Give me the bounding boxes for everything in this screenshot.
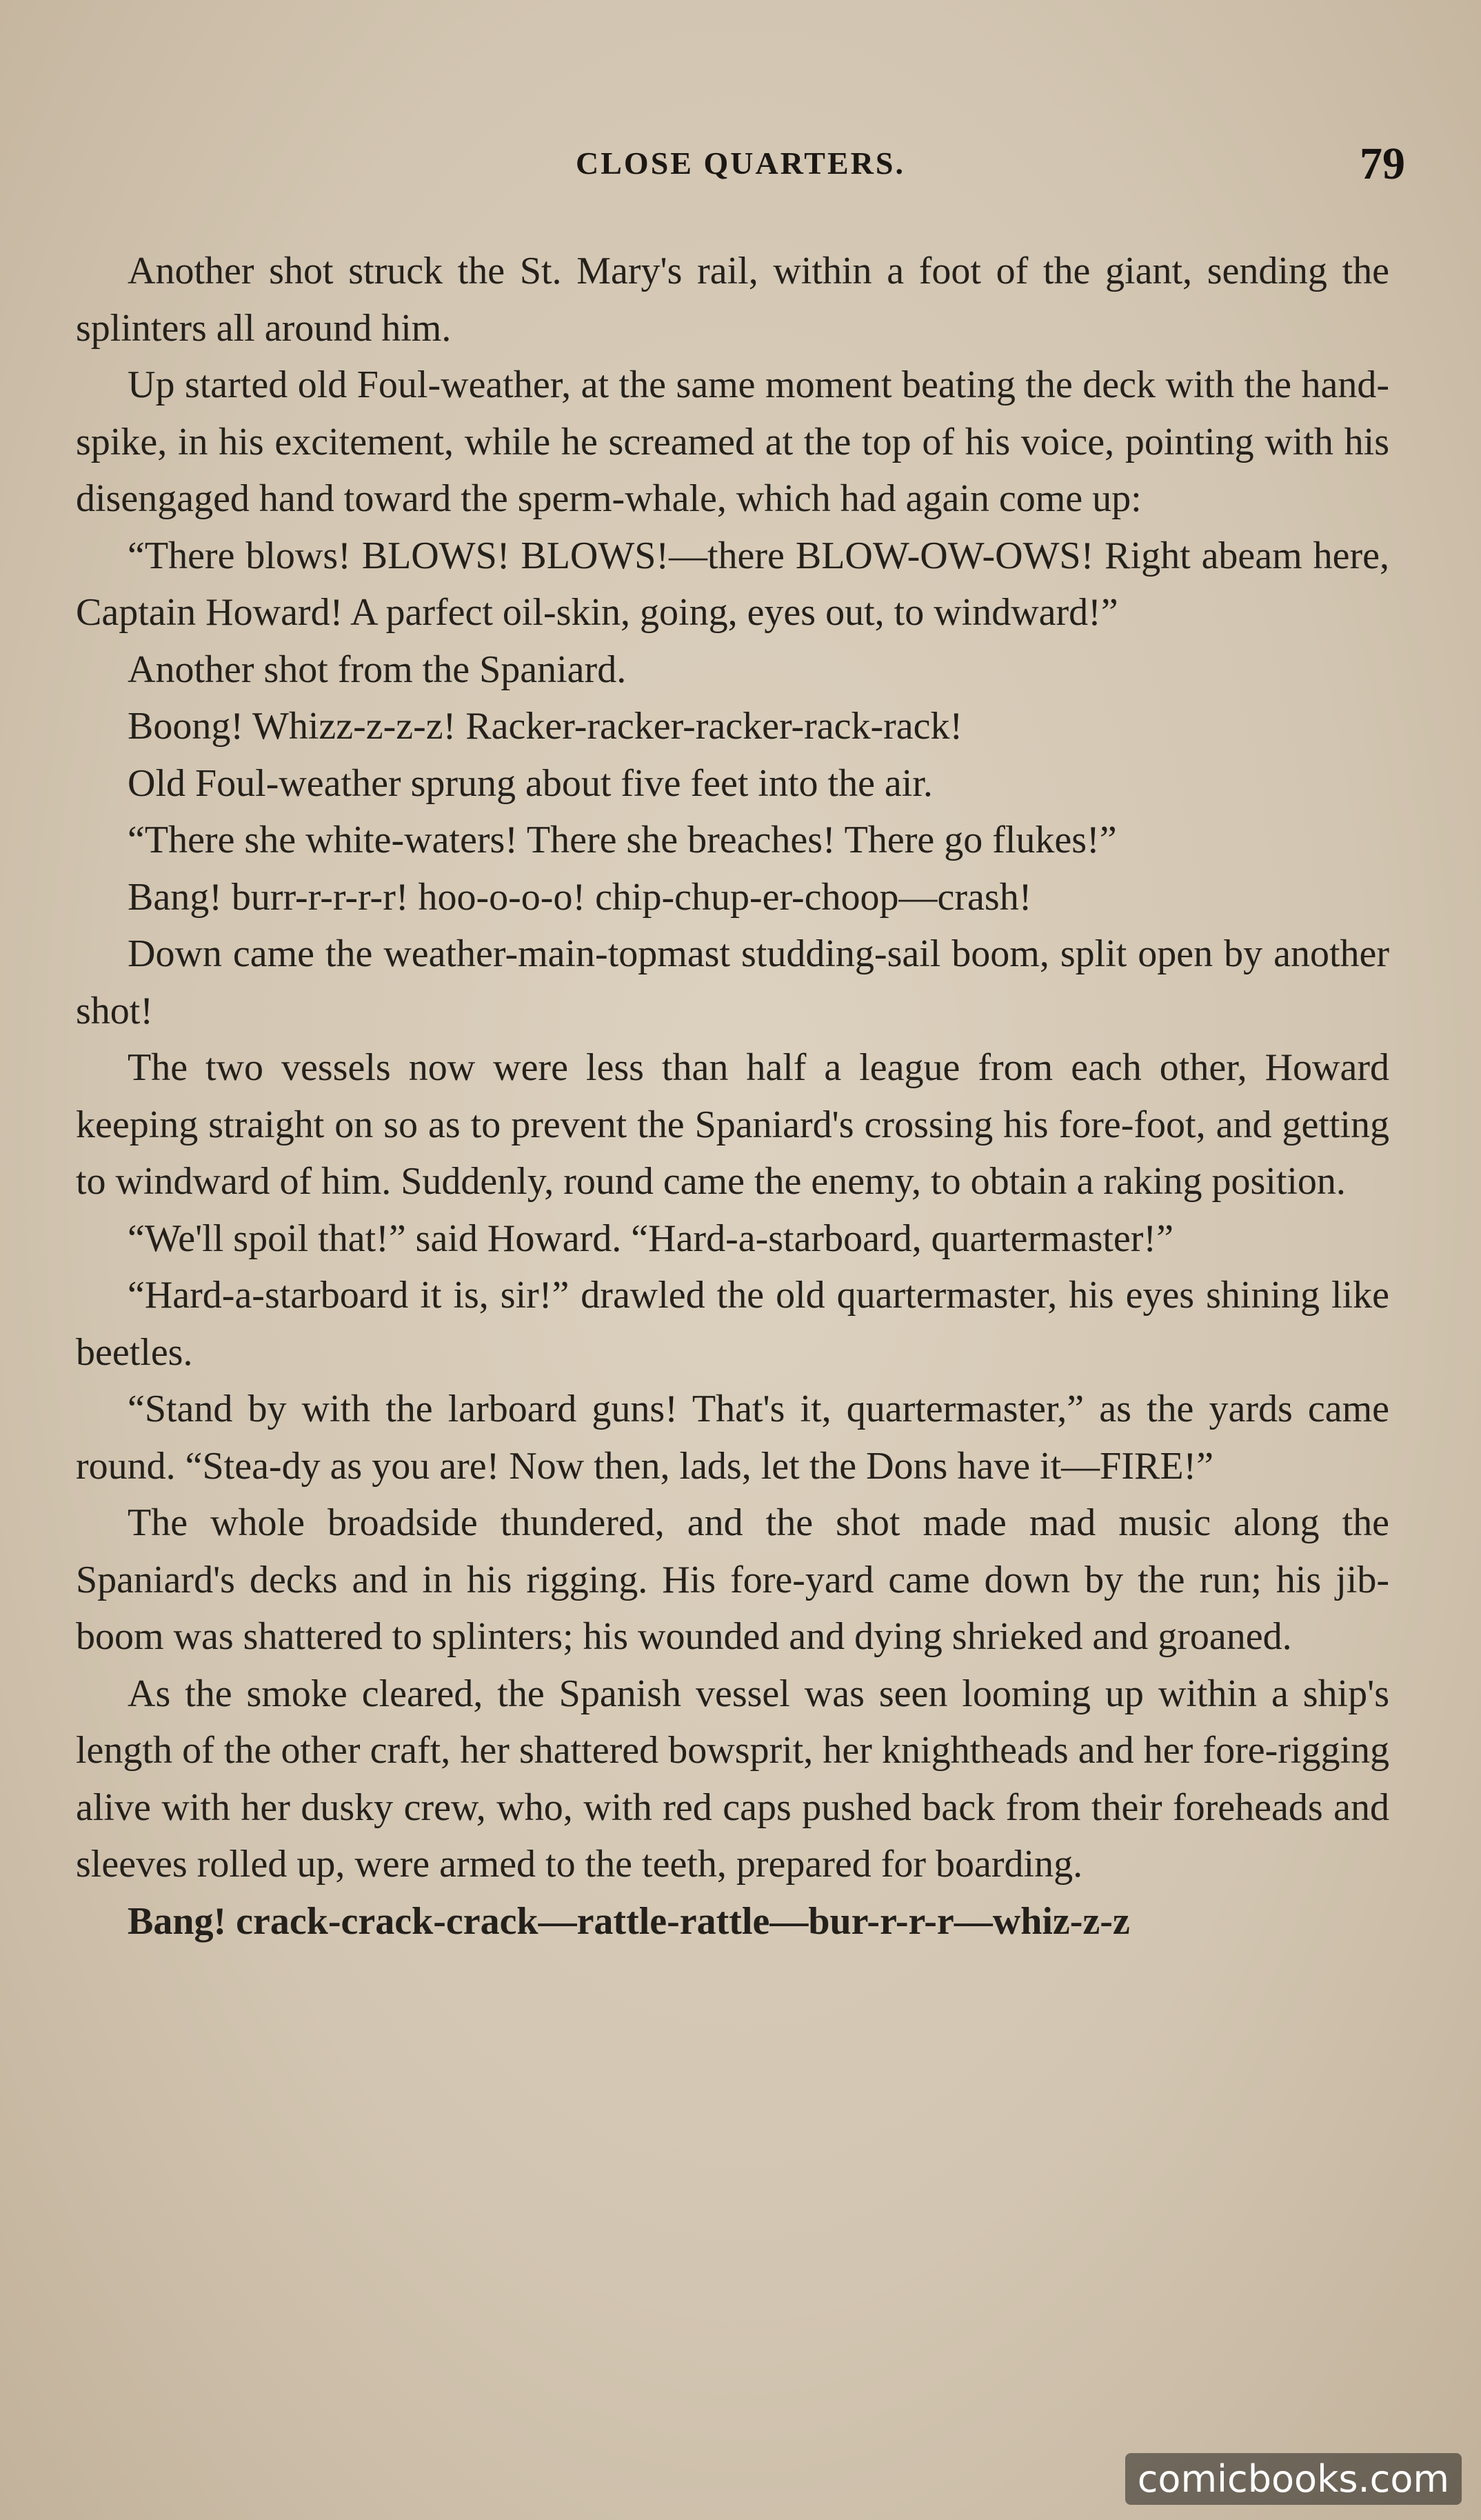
paragraph: Old Foul-weather sprung about five feet into the air. (128, 761, 933, 805)
paragraph: “Hard-a-starboard it is, sir!” drawled the old quartermaster, his eyes shining like beetles. (76, 1274, 1389, 1374)
last-line-text: Bang! crack-crack-crack—rattle-rattle—bur-r-r-r—whiz-z-z (128, 1899, 1130, 1943)
paragraph: “There she white-waters! There she breaches! There go flukes!” (128, 819, 1117, 861)
body-text (76, 243, 1389, 1950)
paragraph: Down came the weather-main-topmast studding-sail boom, split open by another shot! (76, 932, 1389, 1032)
paragraph-continued (76, 1893, 1389, 1950)
paragraph: The two vessels now were less than half a league from each other, Howard keeping straight on so as to prevent the Spaniard's crossing his fore-foot, and getting to windward of him. Suddenly, round came the enemy, to obtain a raking position. (76, 1046, 1389, 1203)
paragraph: “We'll spoil that!” said Howard. “Hard-a-starboard, quartermaster!” (128, 1217, 1173, 1260)
paragraph: Another shot struck the St. Mary's rail, within a foot of the giant, sending the splinters all around him. (76, 250, 1389, 350)
paragraph: Bang! burr-r-r-r-r! hoo-o-o-o! chip-chup-er-choop—crash! (128, 875, 1032, 919)
paragraph: Another shot from the Spaniard. (128, 648, 627, 691)
page-header (76, 138, 1405, 200)
paragraph: As the smoke cleared, the Spanish vessel was seen looming up within a ship's length of the other craft, her shattered bowsprit, her knightheads and her fore-rigging alive with her dusky crew, who, with red caps pushed back from their foreheads and sleeves rolled up, were armed to the teeth, prepared for boarding. (76, 1672, 1389, 1886)
running-title: CLOSE QUARTERS. (576, 146, 905, 181)
paragraph: “There blows! BLOWS! BLOWS!—there BLOW-OW-OWS! Right abeam here, Captain Howard! A parfect oil-skin, going, eyes out, to windward!” (76, 534, 1389, 634)
page-number: 79 (1360, 139, 1405, 189)
paragraph: “Stand by with the larboard guns! That's it, quartermaster,” as the yards came round. “Stea-dy as you are! Now then, lads, let the Dons have it—FIRE!” (76, 1388, 1389, 1488)
paragraph: Up started old Foul-weather, at the same moment beating the deck with the hand-spike, in his excitement, while he screamed at the top of his voice, pointing with his disengaged hand toward the sperm-whale, which had again come up: (76, 363, 1389, 520)
paragraph: The whole broadside thundered, and the shot made mad music along the Spaniard's decks and in his rigging. His fore-yard came down by the run; his jib-boom was shattered to splinters; his wounded and dying shrieked and groaned. (76, 1501, 1389, 1658)
watermark: comicbooks.com (1125, 2453, 1462, 2505)
paragraph: Boong! Whizz-z-z-z! Racker-racker-racker-rack-rack! (128, 705, 963, 748)
